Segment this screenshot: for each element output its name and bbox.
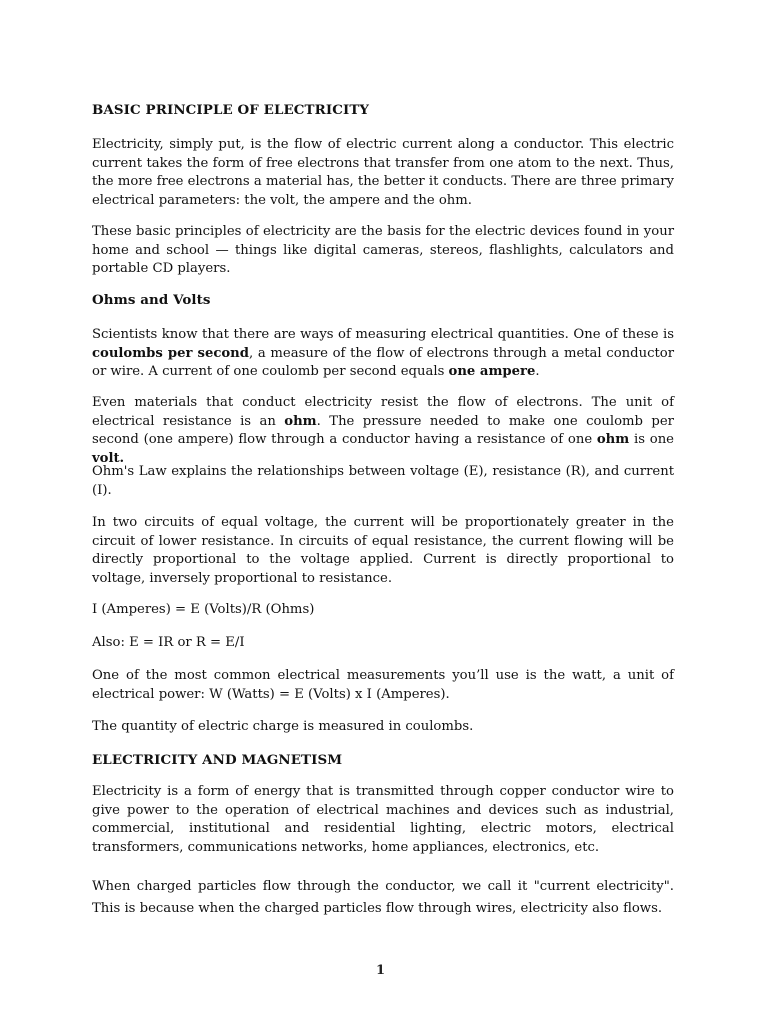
paragraph-intro: Electricity, simply put, is the flow of electric current along a conductor. This electric current takes the form of free electrons that transfer from one atom to the next. Thus, the more free electrons a material has, the better it conducts. There are three primary electrical parameters: the volt, the ampere and the ohm. <box>92 137 674 208</box>
term-ohm-2: ohm <box>596 432 630 447</box>
paragraph-resistance: Even materials that conduct electricity resist the flow of electrons. The unit of electrical resistance is an ohm. The pressure needed to make one coulomb per second (one ampere) flow through a conductor having a resistance of one ohm is one volt. <box>92 395 674 466</box>
term-volt: volt. <box>92 450 125 466</box>
paragraph-circuits: In two circuits of equal voltage, the current will be proportionately greater in the circuit of lower resistance. In circuits of equal resistance, the current flowing will be directly proportional to the voltage applied. Current is directly proportional to voltage, inversely proportional to resistance. <box>92 515 674 586</box>
paragraph-measuring: Scientists know that there are ways of measuring electrical quantities. One of these is coulombs per second, a measure of the flow of electrons through a metal conductor or wire. A current of one coulomb per second equals one ampere. <box>92 327 674 379</box>
term-ohm: ohm <box>284 413 317 429</box>
term-coulombs-per-second: coulombs per second <box>92 345 249 361</box>
section-heading-ohms-volts: Ohms and Volts <box>92 292 211 308</box>
paragraph-charge: The quantity of electric charge is measured in coulombs. <box>92 719 474 734</box>
section-heading-magnetism: ELECTRICITY AND MAGNETISM <box>92 752 343 768</box>
paragraph-current-electricity: When charged particles flow through the conductor, we call it "current electricity". This is because when the charged particles flow through wires, electricity also flows. <box>92 879 674 916</box>
paragraph-energy: Electricity is a form of energy that is transmitted through copper conductor wire to give power to the operation of electrical machines and devices such as industrial, commercial, institutional and residential lighting, electric motors, electrical transformers, communications networks, home appliances, electronics, etc. <box>92 784 674 855</box>
paragraph-ohms-law: Ohm's Law explains the relationships between voltage (E), resistance (R), and current (I). <box>92 464 674 498</box>
paragraph-watt: One of the most common electrical measurements you’ll use is the watt, a unit of electrical power: W (Watts) = E (Volts) x I (Amperes). <box>92 668 674 702</box>
paragraph-basic-principles: These basic principles of electricity are the basis for the electric devices found in your home and school — things like digital cameras, stereos, flashlights, calculators and portable CD players. <box>92 224 674 276</box>
formula-current: I (Amperes) = E (Volts)/R (Ohms) <box>92 602 315 617</box>
page-number: 1 <box>376 963 386 978</box>
formula-voltage: Also: E = IR or R = E/I <box>92 635 245 650</box>
term-one-ampere: one ampere <box>448 364 536 379</box>
main-heading: BASIC PRINCIPLE OF ELECTRICITY <box>92 102 370 118</box>
